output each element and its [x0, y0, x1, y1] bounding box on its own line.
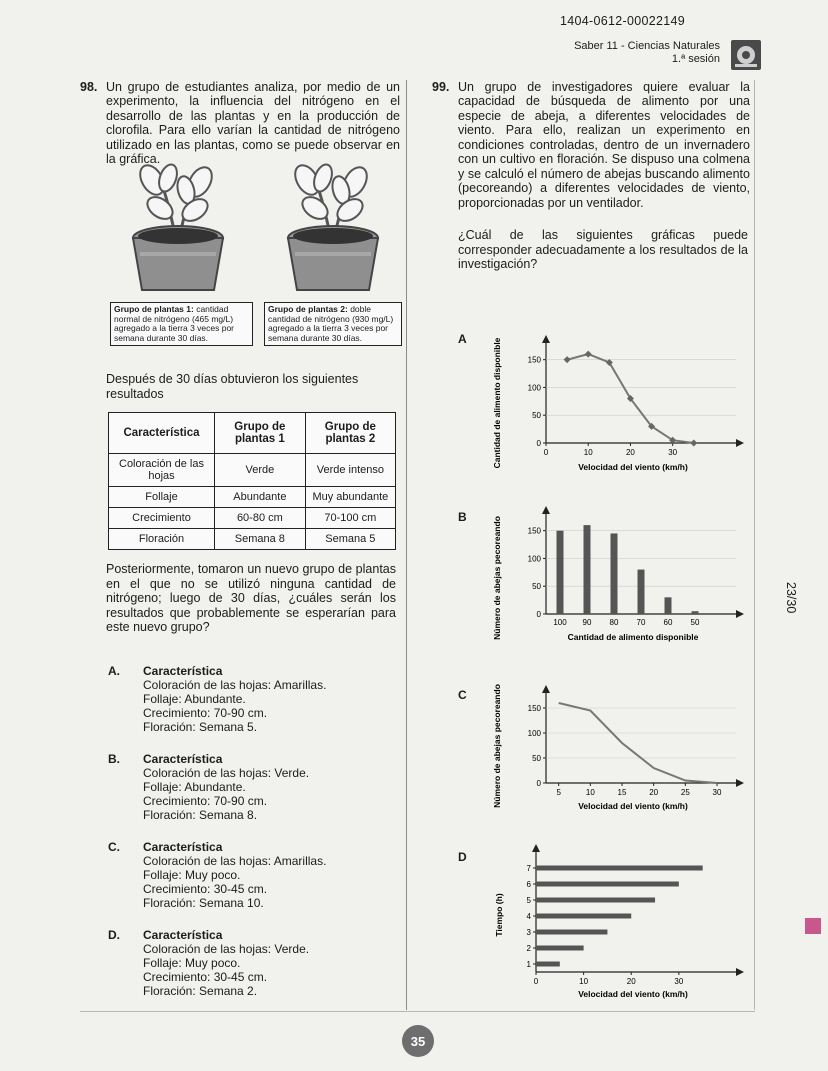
results-table — [108, 412, 396, 550]
y-axis-label: Número de abejas pecoreando — [492, 516, 502, 640]
table-header: Característica — [109, 413, 215, 454]
x-axis-label: Velocidad del viento (km/h) — [578, 801, 688, 811]
answer-option-a[interactable] — [108, 664, 398, 744]
x-tick-label: 30 — [674, 977, 684, 986]
question-98 — [80, 80, 400, 167]
y-tick-label: 7 — [526, 864, 531, 873]
y-tick-label: 50 — [532, 754, 541, 763]
option-line: Floración: Semana 8. — [143, 808, 258, 822]
option-letter: B. — [108, 752, 120, 766]
bar — [536, 882, 679, 887]
question-98-number: 98. — [80, 80, 98, 94]
option-letter: C. — [108, 840, 120, 854]
table-row — [109, 529, 396, 550]
table-header-row — [109, 413, 396, 454]
bar — [536, 962, 560, 967]
bar — [536, 898, 655, 903]
question-99-text: Un grupo de investigadores quiere evaluar la capacidad de búsqueda de alimento por una especie de abeja, a diferentes velocidades de viento. Para ello, realizan un experimento en condiciones controladas, dentro de un invernadero con un cultivo en floración. Se dispuso una colmena y se calculó el número de abejas buscando alimento (pecoreando) a diferentes velocidades de viento, proporcionadas por un ventilador. — [458, 79, 750, 210]
question-99-number: 99. — [432, 80, 450, 94]
table-row — [109, 508, 396, 529]
group2-caption-title: Grupo de plantas 2: — [268, 304, 348, 314]
x-tick-label: 15 — [617, 788, 627, 797]
chart-c — [488, 678, 753, 828]
x-tick-label: 20 — [625, 448, 635, 457]
y-tick-label: 0 — [536, 779, 541, 788]
group1-caption-text: cantidad normal de nitrógeno (465 mg/L) agregado a la tierra 3 veces por semana durante 30 días. — [114, 304, 235, 343]
y-tick-label: 100 — [527, 729, 541, 738]
table-cell: Follaje — [109, 487, 215, 508]
x-tick-label: 25 — [680, 788, 690, 797]
logo-icon — [731, 40, 761, 70]
x-tick-label: 0 — [543, 448, 549, 457]
x-tick-label: 100 — [553, 618, 567, 627]
bar — [536, 914, 631, 919]
table-cell: Verde — [215, 454, 306, 487]
table-cell: Verde intenso — [305, 454, 395, 487]
option-line: Floración: Semana 10. — [143, 896, 264, 910]
chart-a — [488, 325, 753, 485]
option-heading: Característica — [143, 664, 223, 678]
y-tick-label: 5 — [526, 896, 531, 905]
table-cell: Semana 5 — [305, 529, 395, 550]
x-axis-arrow — [736, 610, 744, 618]
option-letter: A. — [108, 664, 120, 678]
bar — [638, 570, 645, 614]
question-99-prompt: ¿Cuál de las siguientes gráficas puede corresponder adecuadamente a los resultados de la investigación? — [458, 228, 748, 271]
x-axis-label: Velocidad del viento (km/h) — [578, 462, 688, 472]
plant-pot-icon — [285, 160, 385, 300]
group1-caption-title: Grupo de plantas 1: — [114, 304, 194, 314]
y-tick-label: 0 — [536, 439, 541, 448]
x-axis-label: Cantidad de alimento disponible — [567, 632, 699, 642]
answer-option-b[interactable] — [108, 752, 398, 832]
y-axis-arrow — [532, 844, 540, 852]
bar — [557, 531, 564, 614]
x-tick-label: 20 — [626, 977, 636, 986]
bar — [536, 946, 584, 951]
table-header: Grupo de plantas 1 — [215, 413, 306, 454]
side-page-counter: 23/30 — [784, 582, 798, 614]
question-98-followup: Posteriormente, tomaron un nuevo grupo de plantas en el que no se utilizó ninguna cantidad de nitrógeno; luego de 30 días, ¿cuáles serán los resultados que probablemente se esperarían para este nuevo grupo? — [106, 562, 396, 634]
y-tick-label: 100 — [527, 383, 541, 393]
page-number: 35 — [402, 1025, 434, 1057]
x-tick-label: 20 — [649, 788, 659, 797]
question-98-text: Un grupo de estudiantes analiza, por medio de un experimento, la influencia del nitrógeno en el desarrollo de las plantas y en la producción de clorofila. Para ello varían la cantidad de nitrógeno utilizado en las plantas, como se puede observar en la gráfica. — [106, 79, 400, 166]
data-point — [564, 356, 571, 363]
option-heading: Característica — [143, 752, 223, 766]
bar — [584, 525, 591, 614]
table-cell: Floración — [109, 529, 215, 550]
x-axis-label: Velocidad del viento (km/h) — [578, 989, 688, 999]
y-axis-arrow — [542, 685, 550, 693]
x-tick-label: 80 — [609, 618, 619, 627]
table-row — [109, 454, 396, 487]
option-line: Crecimiento: 70-90 cm. — [143, 794, 268, 808]
table-header: Grupo de plantas 2 — [305, 413, 395, 454]
answer-option-c[interactable] — [108, 840, 398, 920]
bar — [536, 930, 607, 935]
qr-mark-icon — [805, 918, 821, 934]
bottom-divider — [80, 1011, 755, 1012]
question-99 — [432, 80, 750, 210]
x-tick-label: 10 — [585, 788, 595, 797]
option-line: Follaje: Abundante. — [143, 780, 246, 794]
x-axis-arrow — [736, 968, 744, 976]
group2-caption-text: doble cantidad de nitrógeno (930 mg/L) agregado a la tierra 3 veces por semana durante 30 días. — [268, 304, 394, 343]
table-row — [109, 487, 396, 508]
x-axis-arrow — [736, 439, 744, 447]
x-tick-label: 5 — [556, 788, 561, 797]
option-line: Floración: Semana 2. — [143, 984, 258, 998]
document-code: 1404-0612-00022149 — [560, 14, 685, 28]
table-cell: 70-100 cm — [305, 508, 395, 529]
x-tick-label: 30 — [668, 448, 678, 457]
y-tick-label: 4 — [526, 912, 531, 921]
x-tick-label: 90 — [582, 618, 592, 627]
exam-session: 1.ª sesión — [671, 53, 720, 65]
x-tick-label: 60 — [663, 618, 673, 627]
option-line: Coloración de las hojas: Verde. — [143, 766, 310, 780]
y-axis-arrow — [542, 335, 550, 343]
option-line: Follaje: Abundante. — [143, 692, 246, 706]
group2-caption — [264, 302, 402, 346]
right-border — [754, 80, 755, 1010]
x-axis-arrow — [736, 779, 744, 787]
x-tick-label: 10 — [583, 448, 593, 457]
table-cell: Semana 8 — [215, 529, 306, 550]
table-cell: Abundante — [215, 487, 306, 508]
chart-option-b[interactable]: B — [458, 510, 467, 524]
results-intro: Después de 30 días obtuvieron los siguientes resultados — [106, 372, 359, 401]
y-axis-label: Número de abejas pecoreando — [492, 684, 502, 808]
option-line: Crecimiento: 30-45 cm. — [143, 970, 268, 984]
column-divider — [406, 80, 407, 1010]
chart-b — [488, 500, 753, 650]
option-letter: D. — [108, 928, 120, 942]
option-line: Follaje: Muy poco. — [143, 956, 241, 970]
option-line: Coloración de las hojas: Verde. — [143, 942, 310, 956]
y-tick-label: 2 — [526, 944, 531, 953]
data-point — [585, 351, 592, 358]
chart-option-d[interactable]: D — [458, 850, 467, 864]
plant-pot-icon — [130, 160, 230, 300]
chart-option-c[interactable]: C — [458, 688, 467, 702]
chart-d — [488, 840, 753, 1000]
y-tick-label: 100 — [527, 554, 541, 564]
table-cell: Coloración de las hojas — [109, 454, 215, 487]
y-tick-label: 50 — [532, 411, 541, 421]
y-tick-label: 6 — [526, 880, 531, 889]
answer-option-d[interactable] — [108, 928, 398, 1008]
x-tick-label: 0 — [533, 977, 539, 986]
y-axis-label: Cantidad de alimento disponible — [492, 337, 502, 469]
option-heading: Característica — [143, 928, 223, 942]
table-cell: 60-80 cm — [215, 508, 306, 529]
bar — [665, 597, 672, 614]
y-tick-label: 3 — [526, 928, 531, 937]
y-tick-label: 50 — [532, 582, 541, 592]
y-axis-label: Tiempo (h) — [494, 893, 504, 937]
option-line: Coloración de las hojas: Amarillas. — [143, 678, 327, 692]
y-tick-label: 150 — [527, 355, 541, 365]
bar — [536, 866, 703, 871]
y-tick-label: 0 — [536, 610, 541, 619]
data-line — [559, 703, 717, 783]
x-tick-label: 70 — [636, 618, 646, 627]
option-heading: Característica — [143, 840, 223, 854]
option-line: Crecimiento: 30-45 cm. — [143, 882, 268, 896]
exam-title — [530, 40, 720, 66]
icfes-logo — [731, 40, 761, 70]
exam-name: Saber 11 - Ciencias Naturales — [574, 40, 720, 52]
y-tick-label: 150 — [527, 526, 541, 536]
x-tick-label: 30 — [712, 788, 722, 797]
y-tick-label: 150 — [527, 704, 541, 713]
table-cell: Muy abundante — [305, 487, 395, 508]
option-line: Coloración de las hojas: Amarillas. — [143, 854, 327, 868]
chart-option-a[interactable]: A — [458, 332, 467, 346]
table-cell: Crecimiento — [109, 508, 215, 529]
x-tick-label: 10 — [579, 977, 589, 986]
option-line: Follaje: Muy poco. — [143, 868, 241, 882]
option-line: Crecimiento: 70-90 cm. — [143, 706, 268, 720]
data-point — [690, 440, 697, 447]
x-tick-label: 50 — [690, 618, 700, 627]
bar — [692, 611, 699, 614]
y-tick-label: 1 — [526, 960, 531, 969]
option-line: Floración: Semana 5. — [143, 720, 258, 734]
bar — [611, 533, 618, 614]
group1-caption — [110, 302, 253, 346]
y-axis-arrow — [542, 506, 550, 514]
